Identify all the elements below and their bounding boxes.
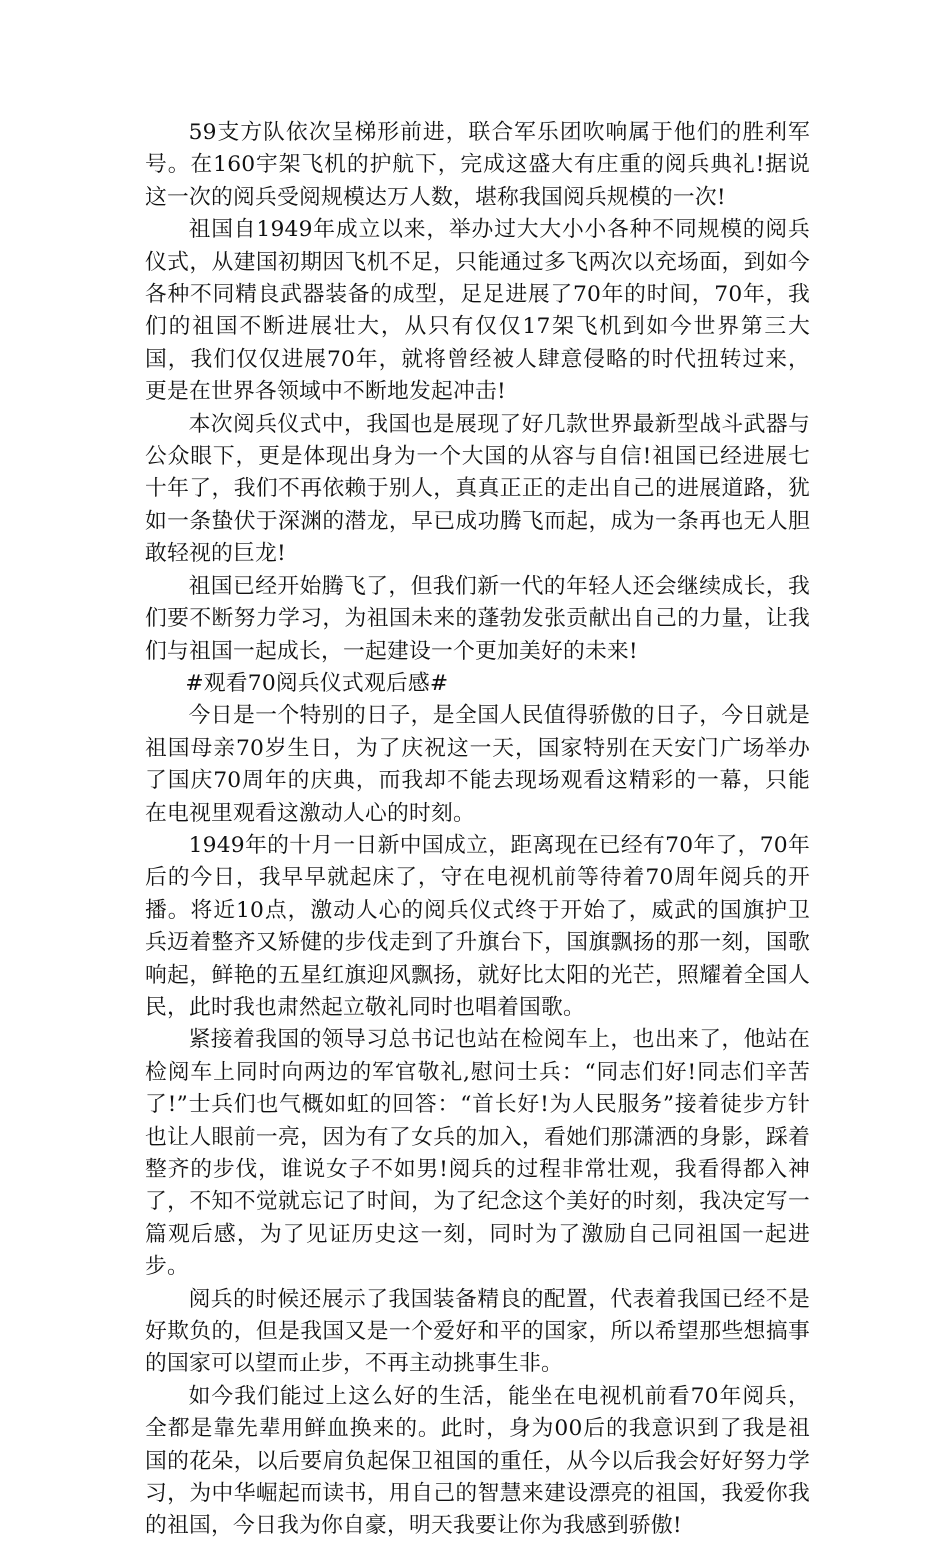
paragraph-special-day: 今日是一个特别的日子，是全国人民值得骄傲的日子，今日就是祖国母亲70岁生日，为了庆祝这一天，国家特别在天安门广场举办了国庆70周年的庆典，而我却不能去现场观看这精彩的一幕，只能在电视里观看这激动人心的时刻。 xyxy=(145,703,810,826)
paragraph-inspection: 紧接着我国的领导习总书记也站在检阅车上，也出来了，他站在检阅车上同时向两边的军官敬礼,慰问士兵：“同志们好!同志们辛苦了!”士兵们也气概如虹的回答：“首长好!为人民服务”接着徒步方针也让人眼前一亮，因为有了女兵的加入，看她们那潇洒的身影，踩着整齐的步伐，谁说女子不如男!阅兵的过程非常壮观，我看得都入神了，不知不觉就忘记了时间，为了纪念这个美好的时刻，我决定写一篇观后感，为了见证历史这一刻，同时为了激励自己同祖国一起进步。 xyxy=(145,1027,810,1280)
paragraph-flag-raising: 1949年的十月一日新中国成立，距离现在已经有70年了，70年后的今日，我早早就起床了，守在电视机前等待着70周年阅兵的开播。将近10点，激动人心的阅兵仪式终于开始了，威武的国旗护卫兵迈着整齐又矫健的步伐走到了升旗台下，国旗飘扬的那一刻，国歌响起，鲜艳的五星红旗迎风飘扬，就好比太阳的光芒，照耀着全国人民，此时我也肃然起立敬礼同时也唱着国歌。 xyxy=(145,832,810,1020)
paragraph-parade-formation: 59支方队依次呈梯形前进，联合军乐团吹响属于他们的胜利军号。在160宇架飞机的护航下，完成这盛大有庄重的阅兵典礼!据说这一次的阅兵受阅规模达万人数，堪称我国阅兵规模的一次! xyxy=(145,120,810,210)
paragraph-equipment: 阅兵的时候还展示了我国装备精良的配置，代表着我国已经不是好欺负的，但是我国又是一个爱好和平的国家，所以希望那些想搞事的国家可以望而止步，不再主动挑事生非。 xyxy=(145,1286,810,1377)
paragraph-conclusion: 如今我们能过上这么好的生活，能坐在电视机前看70年阅兵，全都是靠先辈用鲜血换来的。此时，身为00后的我意识到了我是祖国的花朵，以后要肩负起保卫祖国的重任，从今以后我会好好努力学习，为中华崛起而读书，用自己的智慧来建设漂亮的祖国，我爱你我的祖国，今日我为你自豪，明天我要让你为我感到骄傲! xyxy=(145,1383,810,1539)
document-body xyxy=(145,117,810,1543)
paragraph-young-generation: 祖国已经开始腾飞了，但我们新一代的年轻人还会继续成长，我们要不断努力学习，为祖国未来的蓬勃发张贡献出自己的力量，让我们与祖国一起成长，一起建设一个更加美好的未来! xyxy=(145,573,810,664)
paragraph-new-weapons: 本次阅兵仪式中，我国也是展现了好几款世界最新型战斗武器与公众眼下，更是体现出身为一个大国的从容与自信!祖国已经进展七十年了，我们不再依赖于别人，真真正正的走出自己的进展道路，犹如一条蛰伏于深渊的潜龙，早已成功腾飞而起，成为一条再也无人胆敢轻视的巨龙! xyxy=(145,411,810,567)
section-heading: #观看70阅兵仪式观后感# xyxy=(185,670,449,696)
paragraph-founding-history: 祖国自1949年成立以来，举办过大大小小各种不同规模的阅兵仪式，从建国初期因飞机不足，只能通过多飞两次以充场面，到如今各种不同精良武器装备的成型，足足进展了70年的时间，70年，我们的祖国不断进展壮大，从只有仅仅17架飞机到如今世界第三大国，我们仅仅进展70年，就将曾经被人肆意侵略的时代扭转过来，更是在世界各领域中不断地发起冲击! xyxy=(145,217,810,405)
